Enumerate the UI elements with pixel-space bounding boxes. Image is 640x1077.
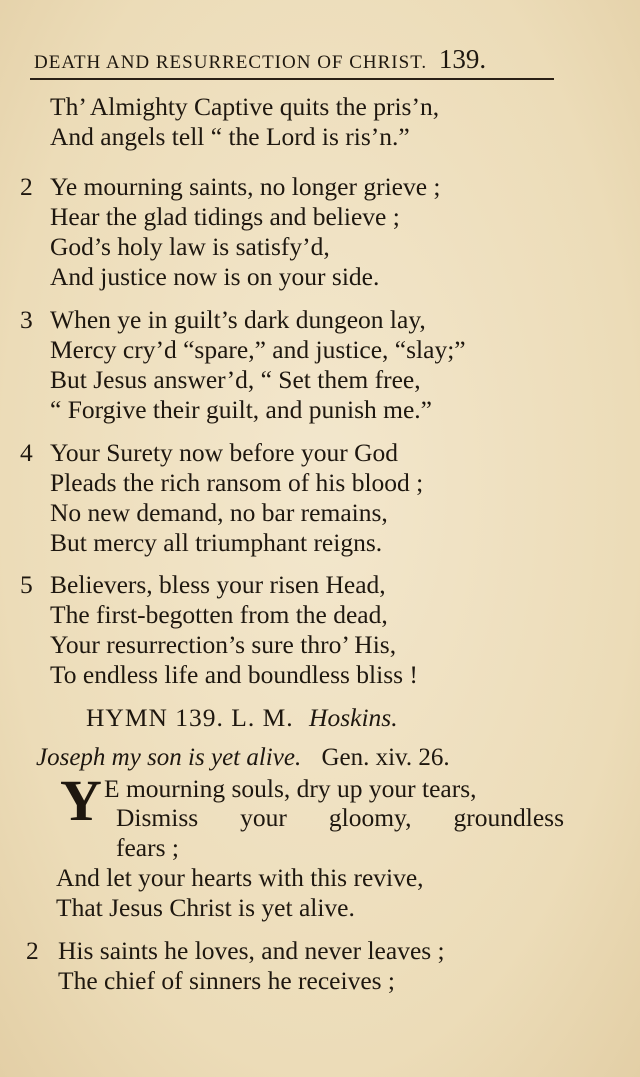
running-header — [34, 44, 554, 75]
hymn-composer: Hoskins. — [309, 703, 398, 732]
stanza-line: No new demand, no bar remains, — [50, 498, 388, 527]
verse-number: 2 — [20, 172, 33, 201]
hymn-word: gloomy, — [328, 803, 412, 832]
page-number: 139. — [438, 44, 487, 74]
verse-number: 3 — [20, 305, 33, 334]
stanza-line: And angels tell “ the Lord is ris’n.” — [50, 122, 410, 151]
stanza-line: Hear the glad tidings and believe ; — [50, 202, 400, 231]
hymn-line: And let your hearts with this revive, — [56, 863, 424, 892]
hymn-word: groundless — [453, 803, 564, 832]
hymn-line: His saints he loves, and never leaves ; — [58, 936, 445, 965]
drop-cap: Y — [60, 768, 102, 833]
stanza-line: God’s holy law is satisfy’d, — [50, 232, 330, 261]
stanza-line: Ye mourning saints, no longer grieve ; — [50, 172, 441, 201]
motto-text: Joseph my son is yet alive. — [36, 744, 302, 771]
verse-number: 5 — [20, 570, 33, 599]
stanza-line: When ye in guilt’s dark dungeon lay, — [50, 305, 426, 334]
hymn-word: Dismiss — [116, 803, 199, 832]
stanza-line: To endless life and boundless bliss ! — [50, 660, 418, 689]
stanza-line: Mercy cry’d “spare,” and justice, “slay;” — [50, 335, 466, 364]
hymn-line: E mourning souls, dry up your tears, — [104, 774, 477, 803]
stanza-line: Believers, bless your risen Head, — [50, 570, 386, 599]
stanza-line: Pleads the rich ransom of his blood ; — [50, 468, 424, 497]
hymn-line: The chief of sinners he receives ; — [58, 966, 396, 995]
running-title: DEATH AND RESURRECTION OF CHRIST. — [34, 52, 428, 73]
stanza-line: And justice now is on your side. — [50, 262, 380, 291]
stanza-line: Th’ Almighty Captive quits the pris’n, — [50, 92, 440, 121]
stanza-line: Your Surety now before your God — [50, 438, 398, 467]
stanza-line: But Jesus answer’d, “ Set them free, — [50, 365, 421, 394]
hymn-line: fears ; — [116, 833, 180, 862]
verse-number: 4 — [20, 438, 33, 467]
stanza-line: “ Forgive their guilt, and punish me.” — [50, 395, 432, 424]
verse-number: 2 — [26, 936, 39, 965]
hymn-line — [116, 803, 564, 833]
header-rule — [30, 78, 554, 80]
hymn-title — [86, 703, 398, 733]
stanza-line: But mercy all triumphant reigns. — [50, 528, 383, 557]
hymn-word: your — [240, 803, 287, 832]
stanza-line: The first-begotten from the dead, — [50, 600, 388, 629]
hymn-number-meter: HYMN 139. L. M. — [86, 703, 294, 732]
hymn-line: That Jesus Christ is yet alive. — [56, 893, 355, 922]
motto-reference: Gen. xiv. 26. — [321, 744, 450, 771]
stanza-line: Your resurrection’s sure thro’ His, — [50, 630, 397, 659]
